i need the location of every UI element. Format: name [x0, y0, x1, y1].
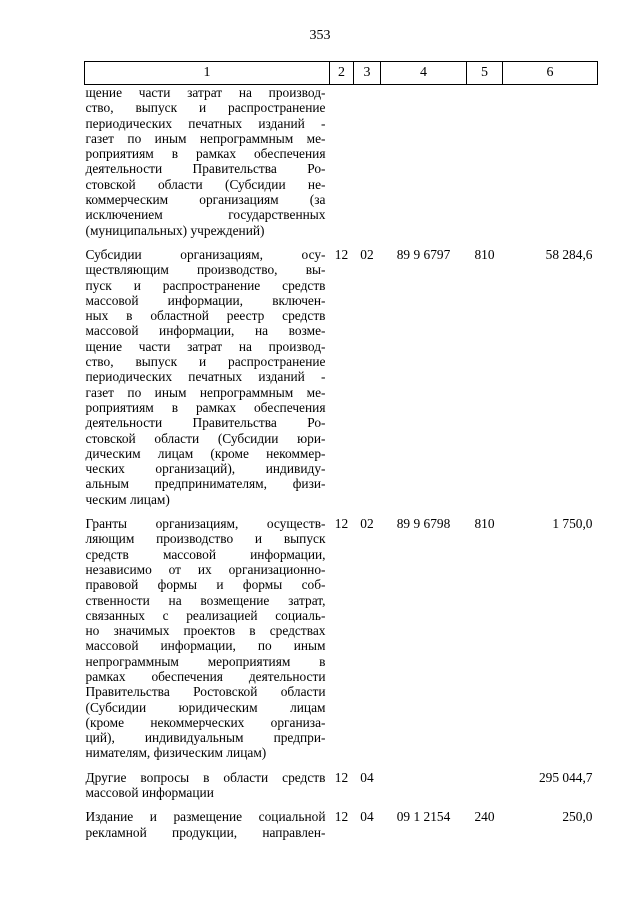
row-description [85, 516, 330, 761]
spacer-cell [381, 507, 467, 516]
section-code-cell: 12 [334, 246, 349, 262]
subsection-code-cell [354, 85, 381, 238]
description-line: стовской области (Субсидии юри- [85, 430, 326, 446]
amount-cell: 295 044,7 [538, 769, 593, 785]
description-line: щение части затрат на производ- [85, 85, 326, 100]
column-header-4: 4 [381, 62, 467, 85]
expense-type-cell: 810 [474, 246, 495, 262]
target-article-cell: 09 1 2154 [396, 809, 451, 825]
column-header-6: 6 [503, 62, 598, 85]
spacer-cell [85, 800, 330, 809]
description-line: ций), индивидуальным предпри- [85, 730, 326, 746]
description-line: коммерческим организациям (за [85, 192, 326, 208]
spacer-cell [354, 761, 381, 770]
target-article-cell [381, 770, 467, 801]
spacer-cell [503, 238, 598, 247]
column-header-5: 5 [467, 62, 503, 85]
spacer-cell [354, 238, 381, 247]
description-line: альным предпринимателям, физи- [85, 476, 326, 492]
expense-type-cell: 810 [474, 516, 495, 532]
description-line: правовой формы и формы соб- [85, 577, 326, 593]
description-line: связанных с реализацией социаль- [85, 607, 326, 623]
row-spacer [85, 507, 598, 516]
expense-type-cell [467, 770, 503, 801]
table-row [85, 247, 598, 507]
spacer-cell [330, 761, 354, 770]
description-line: Гранты организациям, осуществ- [85, 516, 326, 532]
row-description [85, 770, 330, 801]
description-line: дическим лицам (кроме некоммер- [85, 445, 326, 461]
expense-type-cell [467, 85, 503, 238]
description-line: исключением государственных [85, 207, 326, 223]
section-code-cell: 12 [334, 516, 349, 532]
subsection-code-cell: 02 [360, 516, 374, 532]
description-line: нимателям, физическим лицам) [85, 745, 267, 761]
table-row [85, 516, 598, 761]
description-line: пуск и распространение средств [85, 277, 326, 293]
description-line: независимо от их организационно- [85, 561, 326, 577]
table-row [85, 770, 598, 801]
description-line: периодических печатных изданий - [85, 115, 326, 131]
description-line: рамках обеспечения деятельности [85, 668, 326, 684]
subsection-code-cell: 02 [360, 246, 374, 262]
description-line: (Субсидии юридическим лицам [85, 699, 326, 715]
spacer-cell [503, 507, 598, 516]
description-line: ществляющим производство, вы- [85, 262, 326, 278]
spacer-cell [467, 238, 503, 247]
description-line: Издание и размещение социальной [85, 809, 326, 825]
description-line: газет по иным непрограммным ме- [85, 130, 326, 146]
row-description [85, 85, 330, 238]
spacer-cell [85, 238, 330, 247]
expense-type-cell: 240 [474, 809, 495, 825]
budget-table [84, 61, 598, 840]
description-line: Правительства Ростовской области [85, 684, 326, 700]
amount-cell: 58 284,6 [545, 246, 593, 262]
spacer-cell [354, 507, 381, 516]
spacer-cell [330, 507, 354, 516]
description-line: роприятиям в рамках обеспечения [85, 399, 326, 415]
description-line: ческим лицам) [85, 491, 170, 507]
description-line: деятельности Правительства Ро- [85, 415, 326, 431]
description-line: Субсидии организациям, осу- [85, 246, 326, 262]
column-header-2: 2 [330, 62, 354, 85]
description-line: но значимых проектов в средствах [85, 623, 326, 639]
description-line: средств массовой информации, [85, 546, 326, 562]
spacer-cell [381, 800, 467, 809]
description-line: периодических печатных изданий - [85, 369, 326, 385]
target-article-cell [381, 85, 467, 238]
row-spacer [85, 761, 598, 770]
description-line: стовской области (Субсидии не- [85, 176, 326, 192]
row-description [85, 809, 330, 840]
spacer-cell [503, 761, 598, 770]
page-number: 353 [309, 28, 331, 43]
section-code-cell [330, 85, 354, 238]
spacer-cell [467, 800, 503, 809]
description-line: ных в областной реестр средств [85, 308, 326, 324]
target-article-cell: 89 9 6797 [396, 246, 451, 262]
table-body [85, 85, 598, 840]
spacer-cell [354, 800, 381, 809]
description-line: (муниципальных) учреждений) [85, 222, 265, 238]
description-line: Другие вопросы в области средств [85, 769, 326, 785]
spacer-cell [85, 507, 330, 516]
description-line: массовой информации [85, 785, 214, 801]
section-code-cell: 12 [334, 809, 349, 825]
spacer-cell [467, 761, 503, 770]
subsection-code-cell: 04 [360, 769, 374, 785]
row-spacer [85, 238, 598, 247]
description-line: рекламной продукции, направлен- [85, 824, 326, 840]
description-line: массовой информации, по иным [85, 638, 326, 654]
description-line: газет по иным непрограммным ме- [85, 384, 326, 400]
description-line: непрограммным мероприятиям в [85, 653, 326, 669]
description-line: ство, выпуск и распространение [85, 354, 326, 370]
section-code-cell: 12 [334, 769, 349, 785]
description-line: массовой информации, включен- [85, 292, 326, 308]
amount-cell [503, 85, 598, 238]
table-row [85, 85, 598, 238]
column-header-3: 3 [354, 62, 381, 85]
description-line: (кроме некоммерческих организа- [85, 714, 326, 730]
description-line: щение части затрат на производ- [85, 338, 326, 354]
column-header-1: 1 [85, 62, 330, 85]
spacer-cell [503, 800, 598, 809]
row-spacer [85, 800, 598, 809]
spacer-cell [381, 238, 467, 247]
description-line: ственности на возмещение затрат, [85, 592, 326, 608]
description-line: массовой информации, на возме- [85, 323, 326, 339]
description-line: ческих организаций), индивиду- [85, 461, 326, 477]
subsection-code-cell: 04 [360, 809, 374, 825]
description-line: ляющим производство и выпуск [85, 531, 326, 547]
spacer-cell [85, 761, 330, 770]
target-article-cell: 89 9 6798 [396, 516, 451, 532]
description-line: роприятиям в рамках обеспечения [85, 146, 326, 162]
row-description [85, 247, 330, 507]
spacer-cell [467, 507, 503, 516]
amount-cell: 1 750,0 [552, 516, 593, 532]
spacer-cell [381, 761, 467, 770]
spacer-cell [330, 238, 354, 247]
table-header-row [85, 62, 598, 85]
description-line: деятельности Правительства Ро- [85, 161, 326, 177]
amount-cell: 250,0 [562, 809, 593, 825]
description-line: ство, выпуск и распространение [85, 100, 326, 116]
spacer-cell [330, 800, 354, 809]
table-row [85, 809, 598, 840]
